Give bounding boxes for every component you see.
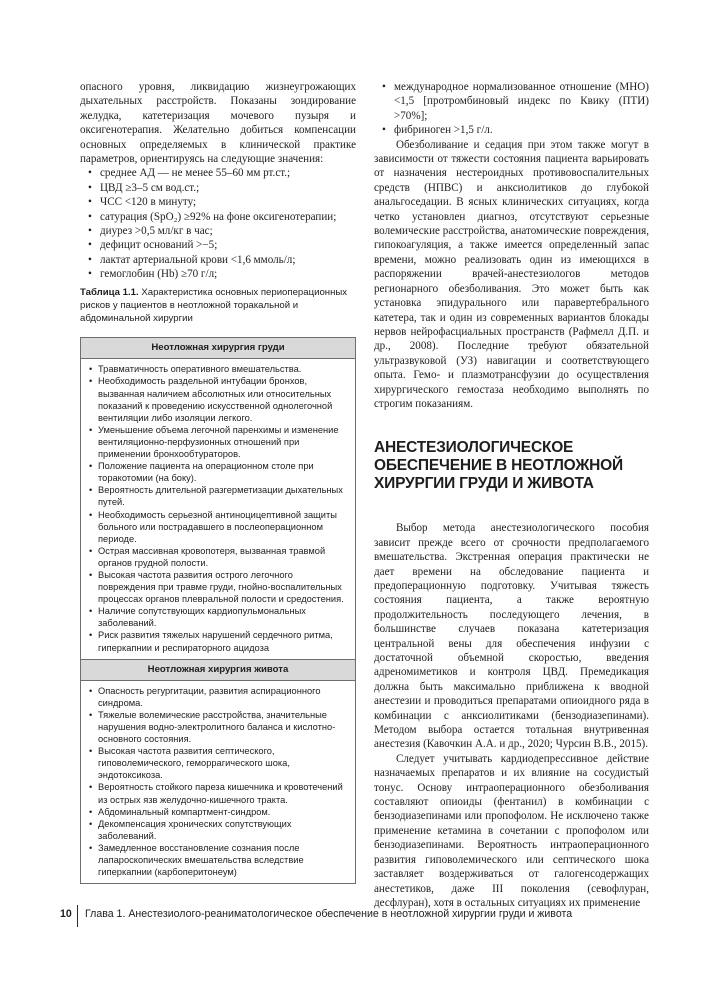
table-caption-label: Таблица 1.1. — [80, 286, 139, 298]
risk-table — [80, 337, 356, 884]
cardiodepression-paragraph: Следует учитывать кардиодепрессивное действие назначаемых препаратов и их влияние на сосудистый тонус. Основу интраоперационного обезболивания составляют опиоиды (фентанил) в комбинации с бензодиазепинами или пропофолом. Не исключено также применение кетамина в сочетании с пропофолом или бензодиазепинами. Вероятность интраоперационного развития гиповолемического или септического шока заставляет воздерживаться от галогенсодержащих анестетиков, даже III поколения (севофлуран, десфлуран), хотя в остальных ситуациях их применение — [374, 752, 649, 909]
table-row: • Замедленное восстановление сознания после лапароскопических вмешательства вследствие гиперкапнии (карбоперитонеум) — [89, 842, 347, 878]
abdomen-risks-list — [81, 681, 355, 884]
table-row: • Риск развития тяжелых нарушений сердечного ритма, гиперкапнии и респираторного ацидоза — [89, 629, 347, 653]
list-item: • международное нормализованное отношение (МНО) <1,5 [протромбиновый индекс по Квику (ПТИ) >70%]; — [374, 80, 649, 123]
list-item: • среднее АД — не менее 55–60 мм рт.ст.; — [80, 166, 356, 180]
left-column — [80, 80, 356, 884]
table-row: • Вероятность стойкого пареза кишечника и кровотечений из острых язв желудочно-кишечного тракта. — [89, 781, 347, 805]
chapter-title: Глава 1. Анестезиолого-реаниматологическое обеспечение в неотложной хирургии груди и живота — [85, 908, 573, 920]
target-values-list — [80, 166, 356, 281]
right-column — [374, 80, 649, 910]
table-row: • Уменьшение объема легочной паренхимы и изменение вентиляционно-перфузионных отношений при применении бронхообтураторов. — [89, 424, 347, 460]
table-row: • Высокая частота развития септического, гиповолемического, геморрагического шока, эндотоксикоза. — [89, 745, 347, 781]
list-item: • диурез >0,5 мл/кг в час; — [80, 224, 356, 238]
table-row: • Наличие сопутствующих кардиопульмональных заболеваний. — [89, 605, 347, 629]
table-header-chest: Неотложная хирургия груди — [81, 338, 355, 359]
coagulation-list — [374, 80, 649, 138]
list-item: • ЦВД ≥3–5 см вод.ст.; — [80, 181, 356, 195]
page-number: 10 — [60, 908, 72, 920]
list-item: • гемоглобин (Hb) ≥70 г/л; — [80, 267, 356, 281]
method-choice-paragraph: Выбор метода анестезиологического пособия зависит прежде всего от срочности предполагаемого вмешательства. Экстренная операция практически не дает времени на обследование пациента и предоперационную подготовку. Учитывая тяжесть состояния пациента, а также вероятную продолжительность последующего лечения, в большинстве случаев показана катетеризация центральной вены для обеспечения инфузии с достаточной объемной скоростью, введения адреномиметиков и контроля ЦВД. Премедикация должна быть максимально приближена к вводной анестезии и проводиться препаратами опиоидного ряда в комбинации с анксиолитиками (бензодиазепинами). Методом выбора остается тотальная внутривенная анестезия (Кавочкин А.А. и др., 2020; Чурсин В.В., 2015). — [374, 522, 649, 751]
table-row: • Необходимость раздельной интубации бронхов, вызванная наличием абсолютных или относительных показаний к проведению искусственной однолегочной вентиляции либо изоляции легкого. — [89, 375, 347, 423]
analgesia-paragraph: Обезболивание и седация при этом также могут в зависимости от тяжести состояния пациента варьировать от назначения нестероидных противовоспалительных средств (НПВС) и анксиолитиков до глубокой анальгоседации. В ясных клинических ситуациях, когда четко установлен диагноз, отсутствуют серьезные волемические расстройства, анатомические повреждения, гипокоагуляция, а также имеется определенный запас времени, можно реализовать один из имеющихся в распоряжении врачей-анестезиологов методов регионарного обезболивания. Это может быть как установка эпидурального или паравертебрального катетера, так и один из современных вариантов блокады нервов нейрофасциальных пространств (Рафмелл Д.П. и др., 2008). Последние требуют обязательной ультразвуковой (УЗ) навигации и соответствующего опыта. Гемо- и плазмотрансфузии до осуществления хирургического гемостаза необходимо выполнять по строгим показаниям. — [374, 138, 649, 410]
list-item: • ЧСС <120 в минуту; — [80, 195, 356, 209]
footer-divider — [77, 905, 78, 927]
page-footer — [60, 905, 660, 927]
table-row: • Высокая частота развития острого легочного повреждения при травме груди, гнойно-воспалительных процессах органов плевральной полости и средостения. — [89, 569, 347, 605]
table-row: • Абдоминальный компартмент-синдром. — [89, 806, 347, 818]
table-caption-text: Характеристика основных периоперационных рисков у пациентов в неотложной торакальной и абдоминальной хирургии — [80, 286, 348, 325]
table-row: • Вероятность длительной разгерметизации дыхательных путей. — [89, 484, 347, 508]
table-row: • Положение пациента на операционном столе при торакотомии (на боку). — [89, 460, 347, 484]
table-row: • Острая массивная кровопотеря, вызванная травмой органов грудной полости. — [89, 545, 347, 569]
list-item: • фибриноген >1,5 г/л. — [374, 123, 649, 137]
table-header-abdomen: Неотложная хирургия живота — [81, 659, 355, 681]
intro-paragraph: опасного уровня, ликвидацию жизнеугрожающих дыхательных расстройств. Показаны зондирование желудка, катетеризация мочевого пузыря и оксигенотерапия. Желательно добиться компенсации основных определяемых в клинической практике параметров, ориентируясь на следующие значения: — [80, 81, 356, 166]
table-row: • Травматичность оперативного вмешательства. — [89, 363, 347, 375]
table-row: • Декомпенсация хронических сопутствующих заболеваний. — [89, 818, 347, 842]
section-heading: АНЕСТЕЗИОЛОГИЧЕСКОЕ ОБЕСПЕЧЕНИЕ В НЕОТЛОЖНОЙ ХИРУРГИИ ГРУДИ И ЖИВОТА — [374, 439, 623, 493]
list-item: • лактат артериальной крови <1,6 ммоль/л; — [80, 253, 356, 267]
table-caption — [80, 286, 356, 326]
list-item: • дефицит оснований >−5; — [80, 238, 356, 252]
table-row: • Тяжелые волемические расстройства, значительные нарушения водно-электролитного баланса и кислотно-основного состояния. — [89, 709, 347, 745]
list-item: • сатурация (SpO₂) ≥92% на фоне оксигенотерапии; — [80, 210, 356, 224]
chest-risks-list — [81, 359, 355, 658]
table-row: • Опасность регургитации, развития аспирационного синдрома. — [89, 685, 347, 709]
table-row: • Необходимость серьезной антиноцицептивной защиты больного или пострадавшего в послеоперационном периоде. — [89, 509, 347, 545]
